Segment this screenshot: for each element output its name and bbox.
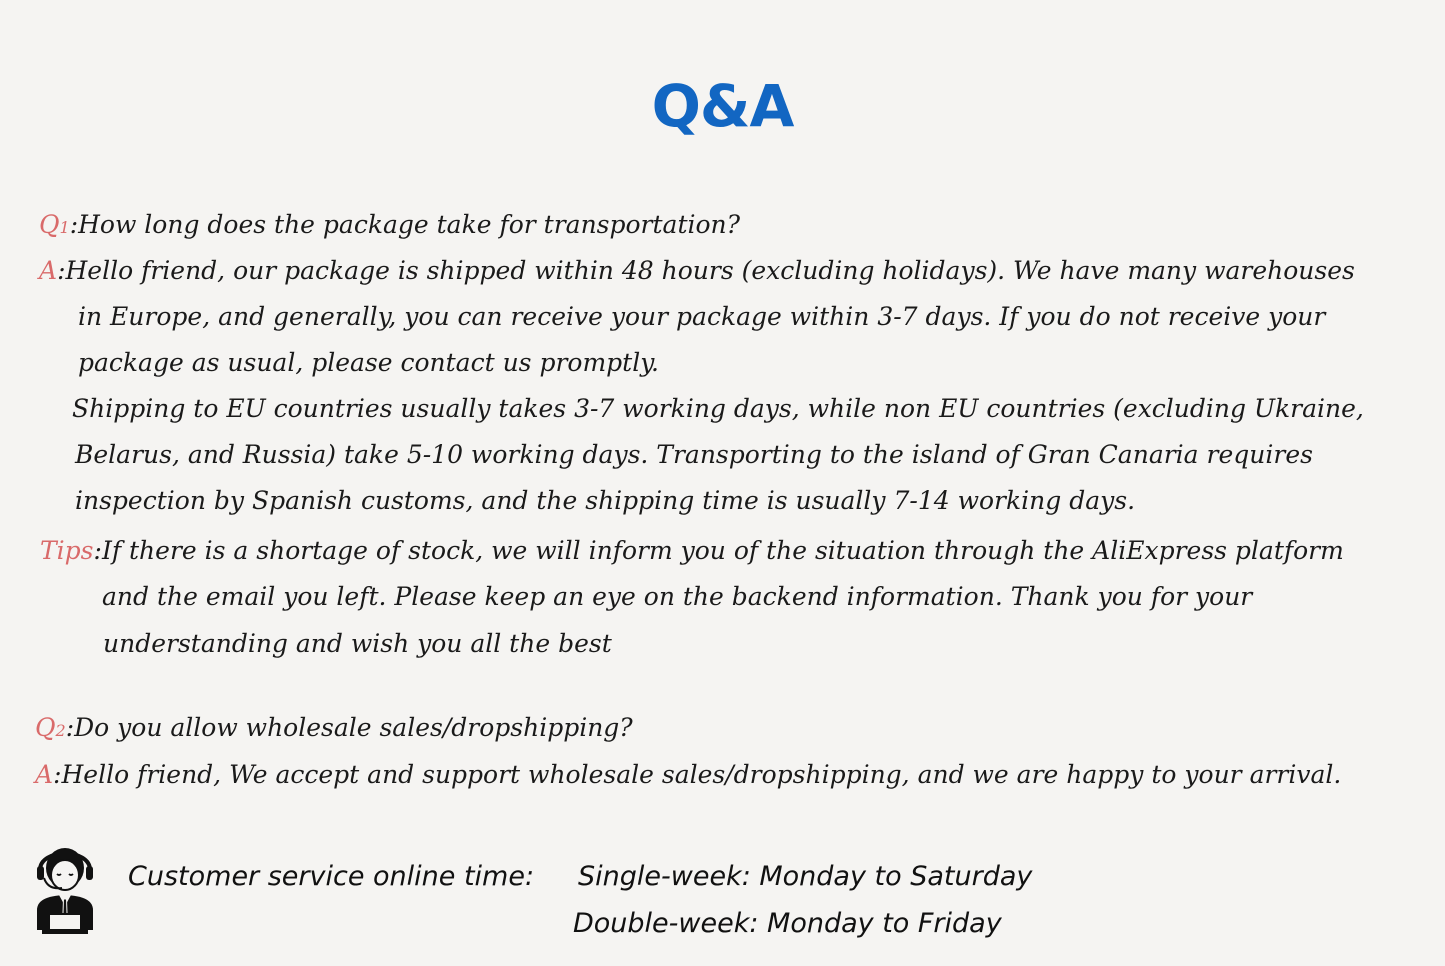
customer-service-agent-icon xyxy=(34,838,96,936)
q1-answer-prefix: A xyxy=(39,256,58,285)
q2-answer-text: :Hello friend, We accept and support wholesale sales/dropshipping, and we are happy to your arrival. xyxy=(53,760,1342,789)
q2-question xyxy=(35,713,633,746)
double-week-schedule: Double-week: Monday to Friday xyxy=(573,908,1002,939)
service-time-label: Customer service online time: xyxy=(128,861,535,892)
q1-answer-line-2: in Europe, and generally, you can receive your package within 3-7 days. If you do not receive your xyxy=(78,302,1326,331)
tips-prefix: Tips xyxy=(40,536,94,565)
single-week-schedule: Single-week: Monday to Saturday xyxy=(578,861,1033,892)
q1-answer-line-6: inspection by Spanish customs, and the shipping time is usually 7-14 working days. xyxy=(75,486,1136,515)
q1-prefix: Q xyxy=(39,210,60,239)
tips-text-1: :If there is a shortage of stock, we will inform you of the situation through the AliExpress platform xyxy=(93,536,1344,565)
q2-answer xyxy=(35,760,1341,790)
tips-line-3: understanding and wish you all the best xyxy=(103,629,612,658)
q2-prefix: Q xyxy=(35,713,56,742)
tips-line-1 xyxy=(40,536,1344,566)
q1-answer-line-1 xyxy=(39,256,1355,286)
q1-answer-text-1: :Hello friend, our package is shipped within 48 hours (excluding holidays). We have many warehouses xyxy=(57,256,1355,285)
q2-question-text: :Do you allow wholesale sales/dropshipping? xyxy=(65,713,633,742)
q1-number: 1 xyxy=(59,218,70,237)
q1-answer-line-3: package as usual, please contact us promptly. xyxy=(78,348,659,377)
q1-answer-line-4: Shipping to EU countries usually takes 3-7 working days, while non EU countries (excluding Ukraine, xyxy=(72,394,1364,423)
q1-answer-line-5: Belarus, and Russia) take 5-10 working days. Transporting to the island of Gran Canaria requires xyxy=(75,440,1313,469)
q1-question-text: :How long does the package take for transportation? xyxy=(69,210,741,239)
q2-number: 2 xyxy=(55,721,66,740)
page-title: Q&A xyxy=(651,72,794,140)
q2-answer-prefix: A xyxy=(35,760,54,789)
tips-line-2: and the email you left. Please keep an eye on the backend information. Thank you for your xyxy=(102,582,1253,611)
q1-question xyxy=(39,210,740,243)
